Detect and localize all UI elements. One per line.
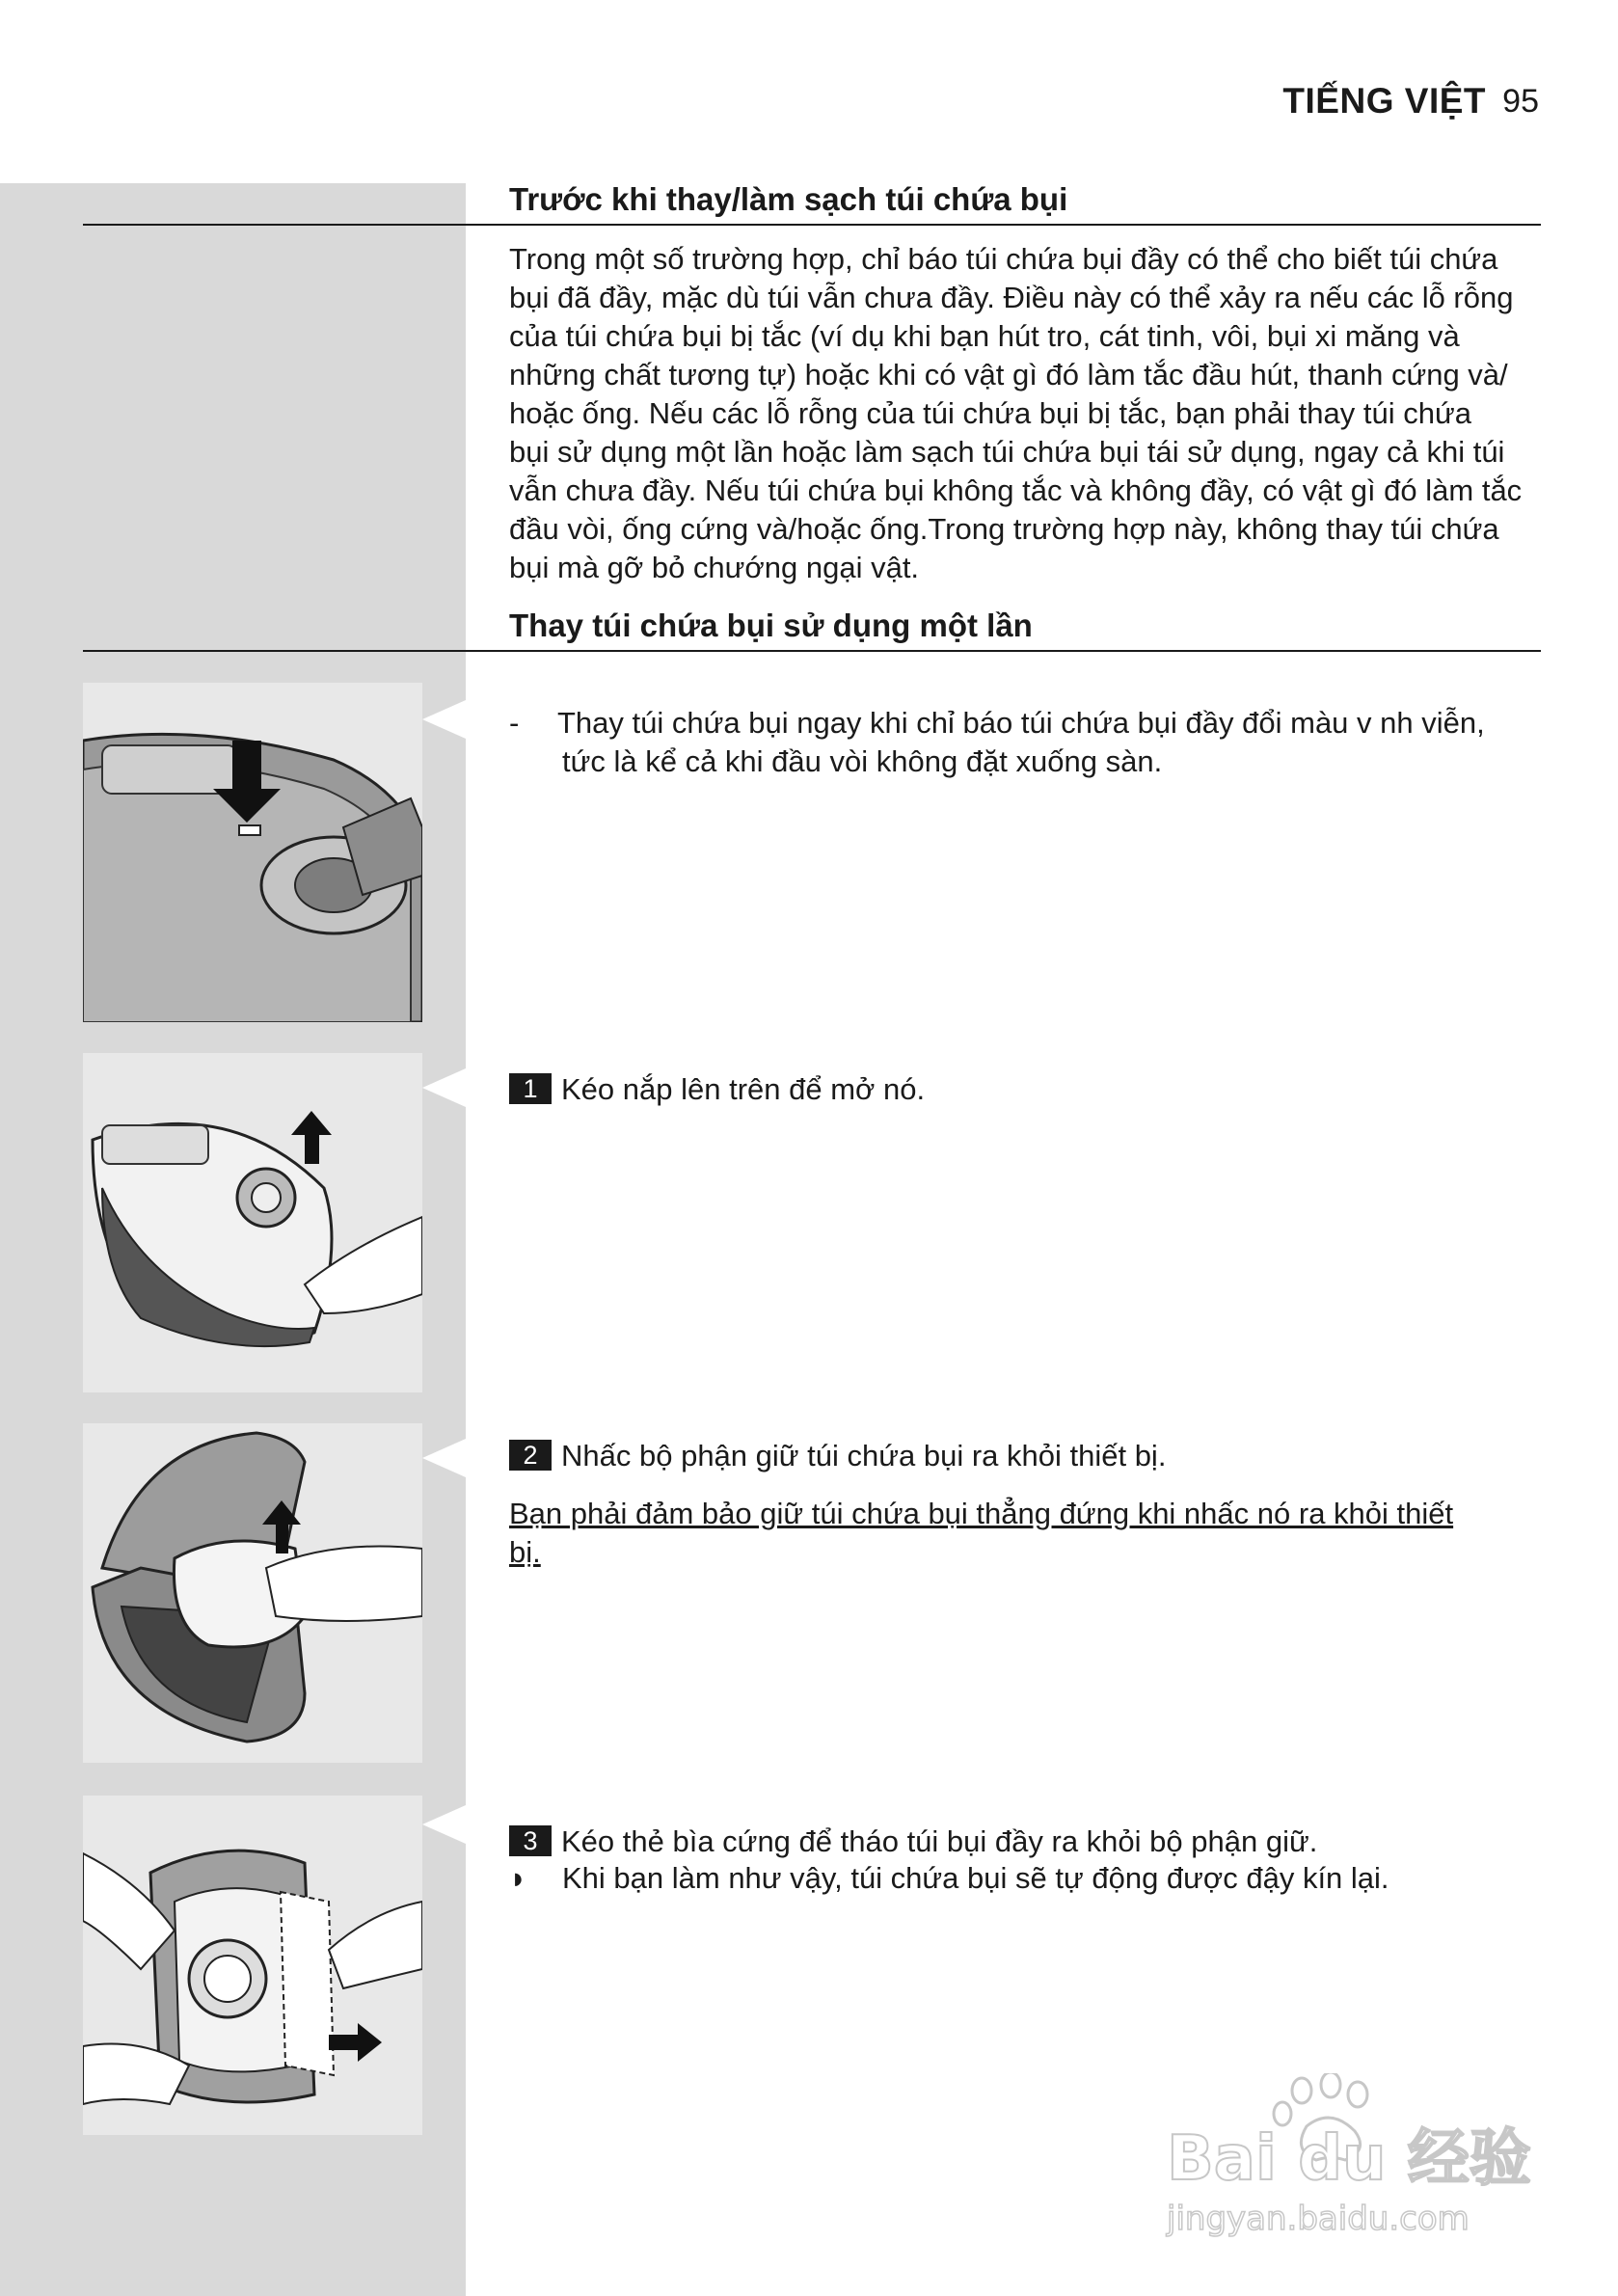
- section-title-before-replace: Trước khi thay/làm sạch túi chứa bụi: [509, 181, 1068, 217]
- step-number: 1: [509, 1073, 552, 1104]
- section-body-paragraph: Trong một số trường hợp, chỉ báo túi chứa bụi đầy có thể cho biết túi chứa bụi đã đầy, mặc dù túi vẫn chưa đầy. Điều này có thể xảy ra nếu các lỗ rỗng của túi chứa bụi bị tắc (ví dụ khi bạn hút tro, cát tinh, vôi, bụi xi măng và những chất tương tự) hoặc khi có vật gì đó làm tắc đầu hút, thanh cứng và/ hoặc ống. Nếu các lỗ rỗng của túi chứa bụi bị tắc, bạn phải thay túi chứa bụi sử dụng một lần hoặc làm sạch túi chứa bụi tái sử dụng, ngay cả khi túi vẫn chưa đầy. Nếu túi chứa bụi không tắc và không đầy, có vật gì đó làm tắc đầu vòi, ống cứng và/hoặc ống.Trong trường hợp này, không thay túi chứa bụi mà gỡ bỏ chướng ngại vật.: [509, 242, 1523, 584]
- section-rule: [83, 224, 1541, 226]
- vacuum-open-lid-illustration: [83, 1053, 422, 1392]
- page-number: 95: [1502, 83, 1539, 120]
- dash-item-line-2: tức là kể cả khi đầu vòi không đặt xuống sàn.: [562, 744, 1163, 778]
- figure-pointer: [422, 700, 466, 739]
- step-number: 3: [509, 1825, 552, 1856]
- watermark-url: jingyan.baidu.com: [1167, 2200, 1470, 2238]
- step-2-note: Bạn phải đảm bảo giữ túi chứa bụi thẳng đứng khi nhấc nó ra khỏi thiết bị.: [509, 1497, 1454, 1569]
- figure-pointer: [422, 1439, 466, 1477]
- vacuum-lift-bag-holder-illustration: [83, 1423, 422, 1763]
- result-marker-icon: ◗: [509, 1861, 527, 1895]
- figure-pointer: [422, 1805, 466, 1844]
- step-1: 1 Kéo nắp lên trên để mở nó.: [509, 1070, 925, 1109]
- step-number: 2: [509, 1440, 552, 1471]
- vacuum-dustbag-indicator-illustration: [83, 683, 422, 1022]
- dash-item-line-1: Thay túi chứa bụi ngay khi chỉ báo túi chứa bụi đầy đổi màu v nh viễn,: [557, 706, 1485, 740]
- baidu-watermark: [1147, 2073, 1552, 2247]
- step-3: 3 Kéo thẻ bìa cứng để tháo túi bụi đầy ra khỏi bộ phận giữ.: [509, 1823, 1317, 1861]
- step-2: 2 Nhấc bộ phận giữ túi chứa bụi ra khỏi thiết bị.: [509, 1437, 1166, 1475]
- figure-pointer: [422, 1068, 466, 1107]
- section-title-replace-disposable: Thay túi chứa bụi sử dụng một lần: [509, 608, 1033, 643]
- header-language: TIẾNG VIỆT: [1282, 81, 1486, 121]
- step-3-result: Khi bạn làm như vậy, túi chứa bụi sẽ tự động được đậy kín lại.: [562, 1861, 1389, 1895]
- vacuum-remove-dustbag-illustration: [83, 1796, 422, 2135]
- section-rule: [83, 650, 1541, 652]
- watermark-brand: Bai du 经验: [1167, 2123, 1531, 2195]
- dash-marker: -: [509, 706, 520, 740]
